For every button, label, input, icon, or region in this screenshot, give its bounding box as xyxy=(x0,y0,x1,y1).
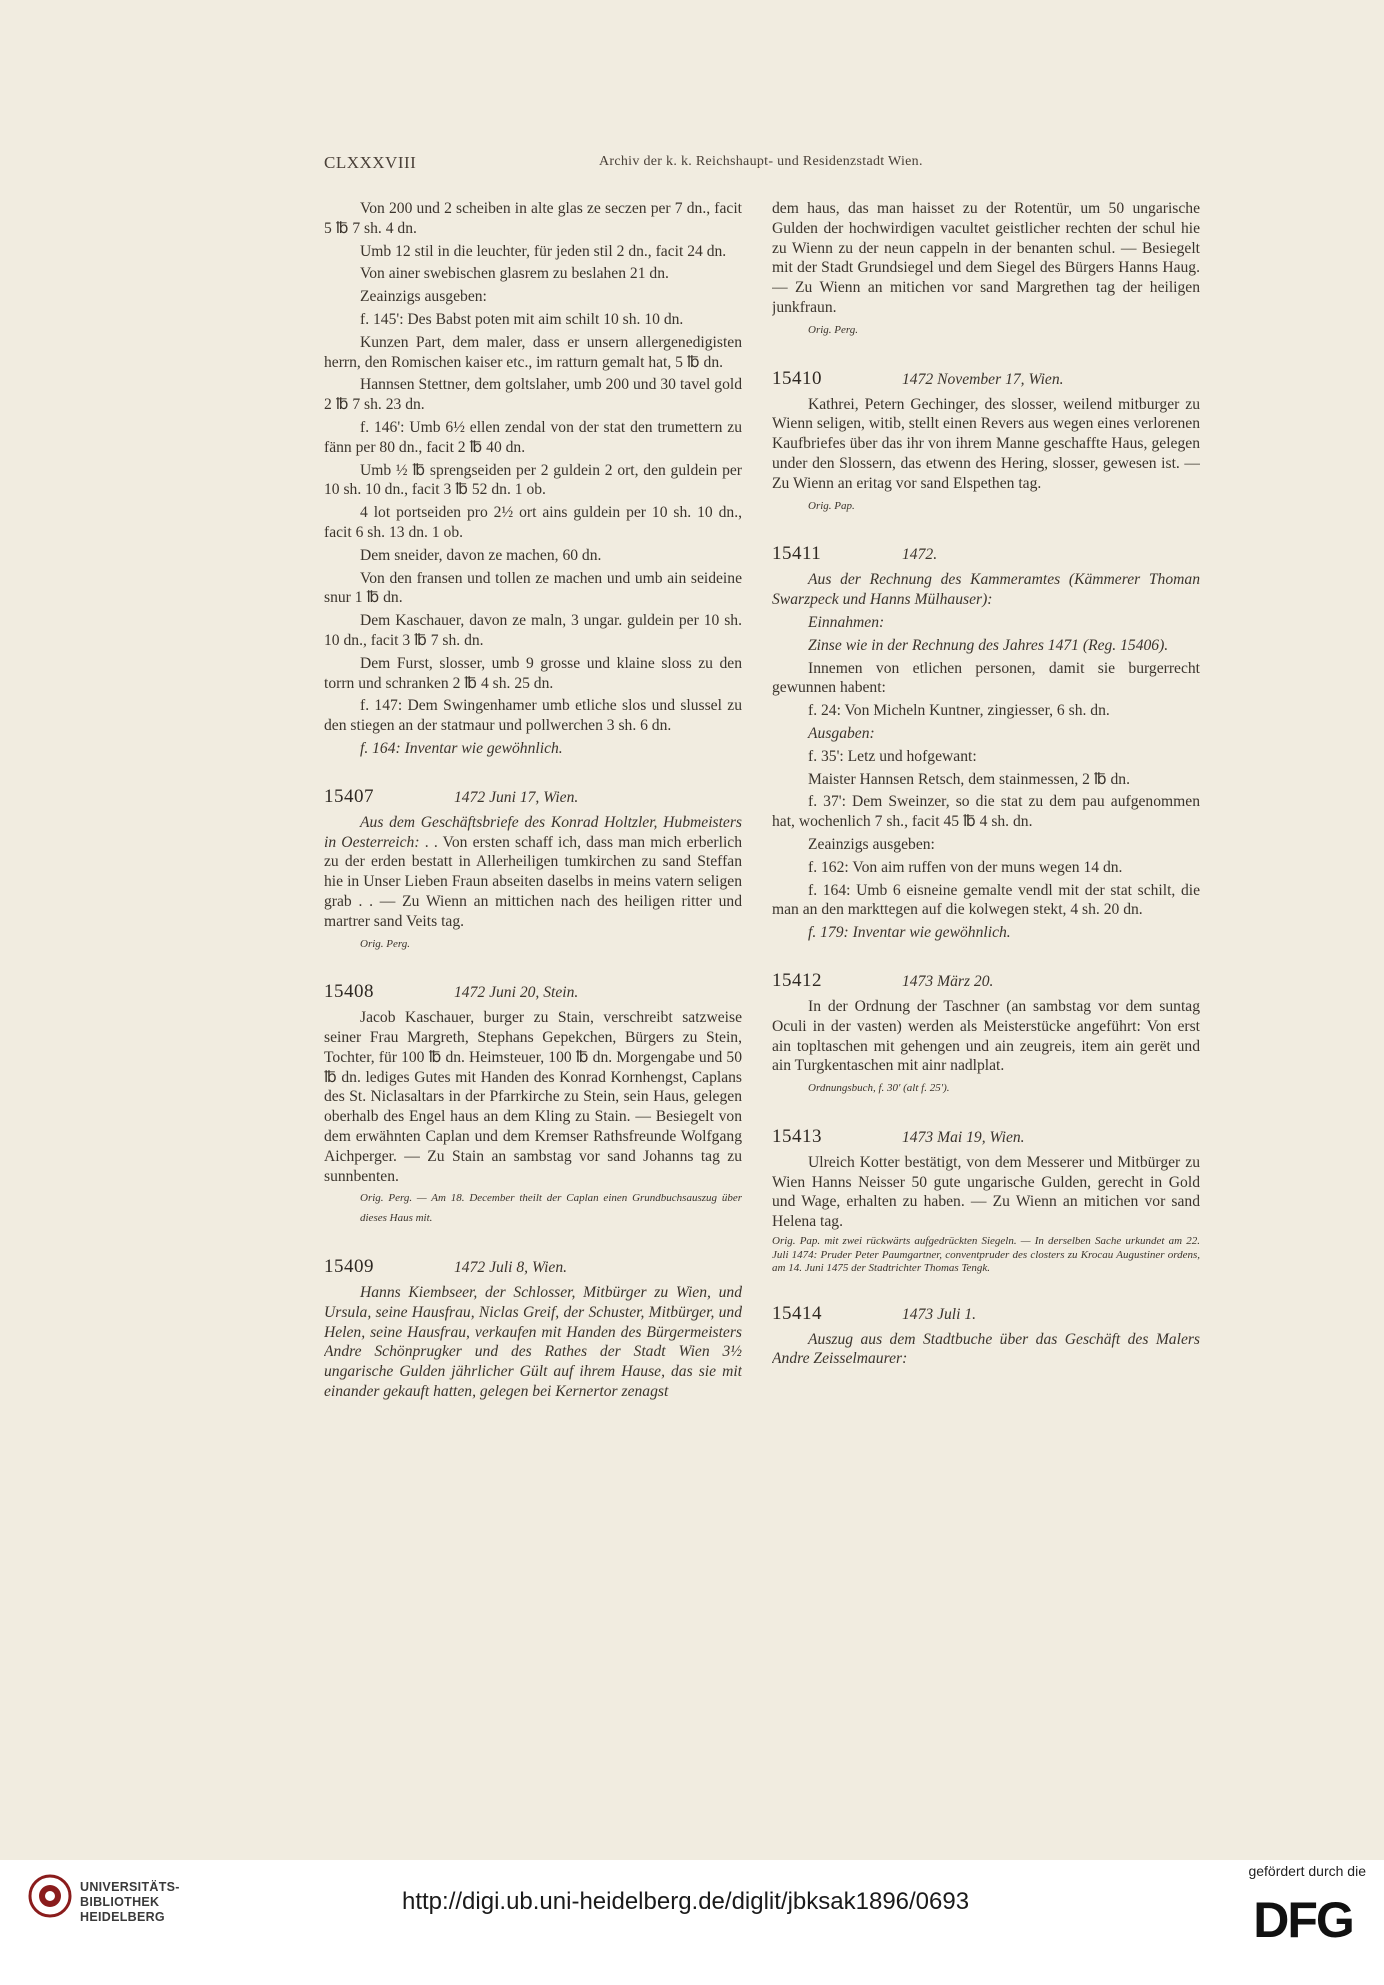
entry-number: 15411 xyxy=(772,543,822,565)
entry-heading-15410 xyxy=(772,367,1200,393)
page-header xyxy=(324,153,1194,177)
entry-date: 1472 Juni 20, Stein. xyxy=(454,984,579,1002)
entry-text: Auszug aus dem Stadtbuche über das Geschäft des Malers Andre Zeisselmaurer: xyxy=(772,1330,1200,1368)
entry-number: 15407 xyxy=(324,785,374,807)
entry-date: 1473 Mai 19, Wien. xyxy=(902,1128,1025,1146)
entry-source: Orig. Perg. — Am 18. December theilt der Caplan einen Grundbuchsauszug über dieses Haus mit. xyxy=(360,1192,742,1225)
entry-heading-15414 xyxy=(772,1302,1200,1328)
account-line: Zeainzigs ausgeben: xyxy=(808,835,935,853)
paragraph: Umb 12 stil in die leuchter, für jeden stil 2 dn., facit 24 dn. xyxy=(360,242,727,260)
account-line: f. 24: Von Micheln Kuntner, zingiesser, 6 sh. dn. xyxy=(808,702,1110,720)
entry-heading-15413 xyxy=(772,1125,1200,1151)
entry-date: 1473 März 20. xyxy=(902,972,994,990)
account-line: f. 37': Dem Sweinzer, so die stat zu dem pau aufgenommen hat, wochenlich 7 sh., facit 45 ℔ 4 sh. dn. xyxy=(772,793,1200,831)
entry-number: 15412 xyxy=(772,969,822,991)
entry-source: Orig. Perg. xyxy=(360,937,411,950)
entry-heading-15408 xyxy=(324,980,742,1006)
entry-date: 1472 Juli 8, Wien. xyxy=(454,1259,568,1277)
entry-source: Orig. Pap. mit zwei rückwärts aufgedrückten Siegeln. — In derselben Sache urkundet am 22. Juli 1474: Pruder Peter Paumgartner, conventpruder des closters zu Krocau Augustiner ordens, am 14. Juni 1475 der Stadtrichter Thomas Tengk. xyxy=(772,1235,1200,1275)
paragraph: f. 145': Des Babst poten mit aim schilt 10 sh. 10 dn. xyxy=(360,310,684,328)
entry-intro: Aus dem Geschäftsbriefe des Konrad Holtzler, Hubmeisters in Oesterreich: xyxy=(324,813,742,851)
university-seal-icon xyxy=(28,1874,72,1918)
entry-number: 15409 xyxy=(324,1256,374,1278)
page-number: CLXXXVIII xyxy=(324,153,417,172)
entry-heading-15409 xyxy=(324,1255,742,1281)
paragraph: Hannsen Stettner, dem goltslaher, umb 200 und 30 tavel gold 2 ℔ 7 sh. 23 dn. xyxy=(324,376,742,414)
running-title: Archiv der k. k. Reichshaupt- und Residenzstadt Wien. xyxy=(599,154,923,169)
entry-date: 1472 November 17, Wien. xyxy=(902,370,1064,388)
entry-text xyxy=(324,813,742,932)
account-line: Innemen von etlichen personen, damit sie burgerrecht gewunnen habent: xyxy=(772,659,1200,697)
library-logo[interactable] xyxy=(28,1862,198,1942)
entry-number: 15413 xyxy=(772,1125,822,1147)
entry-source: Orig. Pap. xyxy=(808,499,855,512)
entry-number: 15414 xyxy=(772,1302,822,1324)
account-line: Maister Hannsen Retsch, dem stainmessen, 2 ℔ dn. xyxy=(808,770,1130,788)
entry-number: 15408 xyxy=(324,981,374,1003)
account-line: Ausgaben: xyxy=(808,724,875,742)
left-column xyxy=(324,199,742,1504)
paragraph: 4 lot portseiden pro 2½ ort ains guldein per 10 sh. 10 dn., facit 6 sh. 13 dn. 1 ob. xyxy=(324,504,742,541)
continued-text: dem haus, das man haisset zu der Rotentür, um 50 ungarische Gulden der hochwirdigen vacultet geistlicher rechten der schul hie zu Wienn zu der neun cappeln in der benanten schul. — Besiegelt mit der Stadt Grundsiegel und dem Siegel des Bürgers Hanns Haug. — Zu Wienn an mitichen vor sand Margrethen tag der heiligen junkfraun. xyxy=(772,200,1200,316)
entry-date: 1472 Juni 17, Wien. xyxy=(454,788,579,806)
paragraph: Dem sneider, davon ze machen, 60 dn. xyxy=(360,546,602,564)
paragraph: f. 147: Dem Swingenhamer umb etliche slos und slussel zu den stiegen an der statmaur und pollwerchen 3 sh. 6 dn. xyxy=(324,697,742,735)
paragraph: f. 164: Inventar wie gewöhnlich. xyxy=(360,739,563,757)
paragraph: Umb ½ ℔ sprengseiden per 2 guldein 2 ort, den guldein per 10 sh. 10 dn., facit 3 ℔ 52 dn. 1 ob. xyxy=(324,461,742,499)
paragraph: Zeainzigs ausgeben: xyxy=(360,288,487,306)
entry-date: 1472. xyxy=(902,546,938,564)
dfg-logo-text: DFG xyxy=(1253,1895,1353,1941)
entry-text: Hanns Kiembseer, der Schlosser, Mitbürger zu Wien, und Ursula, seine Hausfrau, Niclas Greif, der Schuster, Mitbürger, und Helen, seine Hausfrau, verkaufen mit Handen des Bürgermeisters Andre Schönprugker und des Rathes der Stadt Wien 3½ ungarische Gulden jährlicher Gült auf ihrem Hause, das sie mit einander gekauft hatten, gelegen bei Kernertor zenagst xyxy=(324,1284,742,1401)
paragraph: Von 200 und 2 scheiben in alte glas ze seczen per 7 dn., facit 5 ℔ 7 sh. 4 dn. xyxy=(324,200,742,237)
entry-source: Ordnungsbuch, f. 30' (alt f. 25'). xyxy=(808,1082,950,1095)
entry-body: . . Von ersten schaff ich, dass man mich erberlich zu der erden bestatt in Allerheiligen tumkirchen zu sand Steffan hie in Unser Lieben Fraun abseiten daselbs in meins vatern seligen grab . . — Zu Wienn an mittichen nach des heiligen ritter und martrer sand Veits tag. xyxy=(324,833,742,930)
account-line: f. 164: Umb 6 eisneine gemalte vendl mit der stat schilt, die man an den markttegen auf die kolwegen stekt, 4 sh. 20 dn. xyxy=(772,881,1200,919)
paragraph: Von den fransen und tollen ze machen und umb ain seideine snur 1 ℔ dn. xyxy=(324,569,742,607)
account-line: f. 162: Von aim ruffen von der muns wegen 14 dn. xyxy=(808,858,1123,876)
paragraph: f. 146': Umb 6½ ellen zendal von der stat den trumettern zu fänn per 80 dn., facit 2 ℔ 40 dn. xyxy=(324,418,742,456)
entry-number: 15410 xyxy=(772,367,822,389)
account-line: f. 179: Inventar wie gewöhnlich. xyxy=(808,924,1011,942)
paragraph: Von ainer swebischen glasrem zu beslahen 21 dn. xyxy=(360,265,669,283)
account-line: f. 35': Letz und hofgewant: xyxy=(808,747,977,765)
account-line: Einnahmen: xyxy=(808,613,885,631)
library-name: UNIVERSITÄTS- BIBLIOTHEK HEIDELBERG xyxy=(80,1880,180,1924)
entry-source: Orig. Perg. xyxy=(808,323,859,336)
entry-text: Kathrei, Petern Gechinger, des slosser, weilend mitburger zu Wienn seligen, witib, stellt einen Revers aus wegen eines verlorenen Kaufbriefes über das ihr von ihrem Manne geschaffte Haus, gelegen under den Slossern, das etwenn des Hering, slosser, gewesen ist. — Zu Wienn an eritag vor sand Elspethen tag. xyxy=(772,395,1200,492)
entry-heading-15407 xyxy=(324,785,742,811)
entry-date: 1473 Juli 1. xyxy=(902,1305,977,1323)
permalink-url[interactable]: http://digi.ub.uni-heidelberg.de/diglit/jbksak1896/0693 xyxy=(402,1888,970,1915)
entry-text: Jacob Kaschauer, burger zu Stain, verschreibt satzweise seiner Frau Margreth, Stephans Gepekchen, Bürgers zu Stein, Tochter, für 100 ℔ dn. Heimsteuer, 100 ℔ dn. Morgengabe und 50 ℔ dn. lediges Gutes mit Handen des Konrad Kornhengst, Caplans des St. Niclasaltars in der Pfarrkirche zu Stein, sein Haus, gelegen oberhalb des Engel haus an dem Kling zu Stain. — Besiegelt von dem erwähnten Caplan und dem Kremser Rathsfreunde Wolfgang Aichperger. — Zu Stain an sambstag vor sand Johanns tag zu sunnbenten. xyxy=(324,1009,742,1185)
paragraph: Dem Kaschauer, davon ze maln, 3 ungar. guldein per 10 sh. 10 dn., facit 3 ℔ 7 sh. dn. xyxy=(324,612,742,649)
entry-heading-15411 xyxy=(772,542,1200,568)
entry-text: Ulreich Kotter bestätigt, von dem Messerer und Mitbürger zu Wien Hanns Neisser 50 gute ungarische Gulden, gerecht in Gold und Wage, erhalten zu haben. — Zu Wienn an mitichen vor sand Helena tag. xyxy=(772,1153,1200,1231)
entry-text: In der Ordnung der Taschner (an sambstag vor dem suntag Oculi in der vasten) werden als Meisterstücke angeführt: Von erst ain topltaschen mit gehengen und ain zeugreis, item ain gerët und ain Turgkentaschen mit ainr nadlplat. xyxy=(772,997,1200,1075)
entry-heading-15412 xyxy=(772,969,1200,995)
right-column xyxy=(772,199,1200,1504)
funding-caption: gefördert durch die xyxy=(1248,1863,1366,1879)
viewer-footer xyxy=(0,1860,1384,1985)
entry-intro: Aus der Rechnung des Kammeramtes (Kämmerer Thoman Swarzpeck und Hanns Mülhauser): xyxy=(772,571,1200,609)
account-line: Zinse wie in der Rechnung des Jahres 1471 (Reg. 15406). xyxy=(808,636,1169,654)
paragraph: Kunzen Part, dem maler, dass er unsern allergenedigisten herrn, den Romischen kaiser etc., im ratturn gemalt hat, 5 ℔ dn. xyxy=(324,333,742,371)
dfg-logo[interactable] xyxy=(1238,1895,1368,1941)
paragraph: Dem Furst, slosser, umb 9 grosse und klaine sloss zu den torrn und schranken 2 ℔ 4 sh. 25 dn. xyxy=(324,654,742,692)
